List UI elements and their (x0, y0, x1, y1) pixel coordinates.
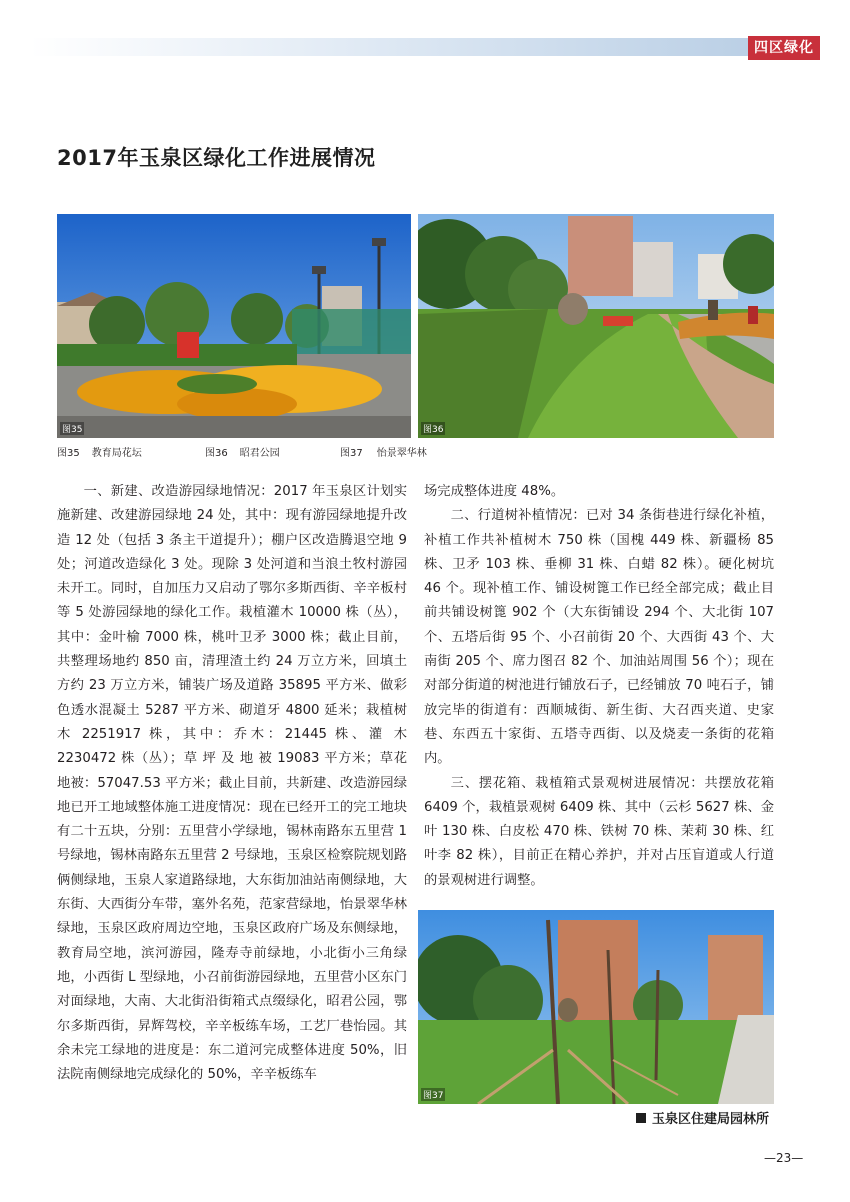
caption-37 (340, 444, 427, 459)
photo-flower-bed (57, 214, 411, 438)
paragraph-1: 一、新建、改造游园绿地情况：2017 年玉泉区计划实施新建、改建游园绿地 24 处，其中：现有游园绿地提升改造 12 处（包括 3 条主干道提升）；棚户区改造腾退空地 9 处；河道改造绿化 3 处。现除 3 处河道和当浪土牧村游园未开工。同时，自加压力又启动了鄂尔多斯西街、辛辛板村等 5 处游园绿地的绿化工作。栽植灌木 10000 株（丛），其中：金叶榆 7000 株，桃叶卫矛 3000 株；截止目前，共整理场地约 850 亩，清理渣土约 24 万立方米，回填土方约 23 万立方米，铺装广场及道路 35895 平方米、做彩色透水混凝土 5287 平方米、砌道牙 4800 延米；栽植树木 2251917 株，其中：乔木：21445 株、灌 木 2230472 株（丛）；草 坪 及 地 被 19083 平方米；草花地被：57047.53 平方米；截止目前，共新建、改造游园绿地已开工地域整体施工进度情况：现在已经开工的完工地块有二十五块，分别：五里营小学绿地，锡林南路东五里营 1 号绿地，锡林南路东五里营 2 号绿地，玉泉区检察院规划路俩侧绿地，玉泉人家道路绿地，大东街加油站南侧绿地，大东街、大西街分车带，塞外名苑，范家营绿地，怡景翠华林绿地，玉泉区政府周边空地，玉泉区政府广场及东侧绿地，教育局空地，滨河游园，隆寿寺前绿地，小北街小三角绿地，小西街 L 型绿地，小召前街游园绿地，五里营小区东门对面绿地，大南、大北街沿街箱式点缀绿化，昭君公园，鄂尔多斯西街，昇辉驾校，辛辛板练车场，工艺厂巷怡园。其余未完工绿地的进度是：东二道河完成整体进度 50%，旧法院南侧绿地完成绿化的 50%，辛辛板练车 (57, 484, 407, 1083)
text-column-right (424, 480, 774, 893)
caption-36-text: 昭君公园 (239, 448, 280, 459)
flower-bed-illustration (57, 214, 411, 438)
photo-label-36: 图36 (421, 422, 445, 435)
caption-36-num: 图36 (205, 448, 228, 459)
photo-trees (418, 910, 774, 1104)
page-number: —23— (764, 1151, 804, 1165)
caption-37-num: 图37 (340, 448, 363, 459)
caption-36 (205, 444, 340, 459)
park-illustration (418, 214, 774, 438)
credit-square-icon (636, 1113, 646, 1123)
text-column-left (57, 480, 407, 1087)
section-tab: 四区绿化 (748, 36, 820, 60)
paragraph-1-continued: 场完成整体进度 48%。 (424, 484, 565, 499)
caption-35 (57, 444, 205, 459)
paragraph-2: 二、行道树补植情况：已对 34 条街巷进行绿化补植，补植工作共补植树木 750 株（国槐 449 株、新疆杨 85 株、卫矛 103 株、垂柳 31 株、白蜡 82 株）。硬化树坑 46 个。现补植工作、铺设树篦工作已经全部完成；截止目前共铺设树篦 902 个（大东街铺设 294 个、大北街 107 个、五塔后街 95 个、小召前街 20 个、大西街 43 个、大南街 205 个、席力图召 82 个、加油站周围 56 个）；现在对部分街道的树池进行铺放石子，已经铺放 70 吨石子，铺放完毕的街道有：西顺城街、新生街、大召西夹道、史家巷、东西五十家街、五塔寺西街、以及烧麦一条街的花箱内。 (424, 508, 774, 767)
header-band (30, 38, 790, 56)
caption-35-text: 教育局花坛 (91, 448, 142, 459)
photo-park (418, 214, 774, 438)
page-title: 2017年玉泉区绿化工作进展情况 (57, 146, 376, 170)
caption-35-num: 图35 (57, 448, 80, 459)
trees-illustration (418, 910, 774, 1104)
photo-label-37: 图37 (421, 1088, 445, 1101)
credit-text: 玉泉区住建局园林所 (652, 1112, 770, 1127)
photo-captions (57, 444, 427, 459)
caption-37-text: 怡景翠华林 (376, 448, 427, 459)
paragraph-3: 三、摆花箱、栽植箱式景观树进展情况：共摆放花箱 6409 个，栽植景观树 6409 株、其中（云杉 5627 株、金叶 130 株、白皮松 470 株、铁树 70 株、茉莉 30 株、红叶李 82 株），目前正在精心养护，并对占压盲道或人行道的景观树进行调整。 (424, 775, 774, 888)
author-credit (636, 1108, 769, 1127)
photo-label-35: 图35 (60, 422, 84, 435)
